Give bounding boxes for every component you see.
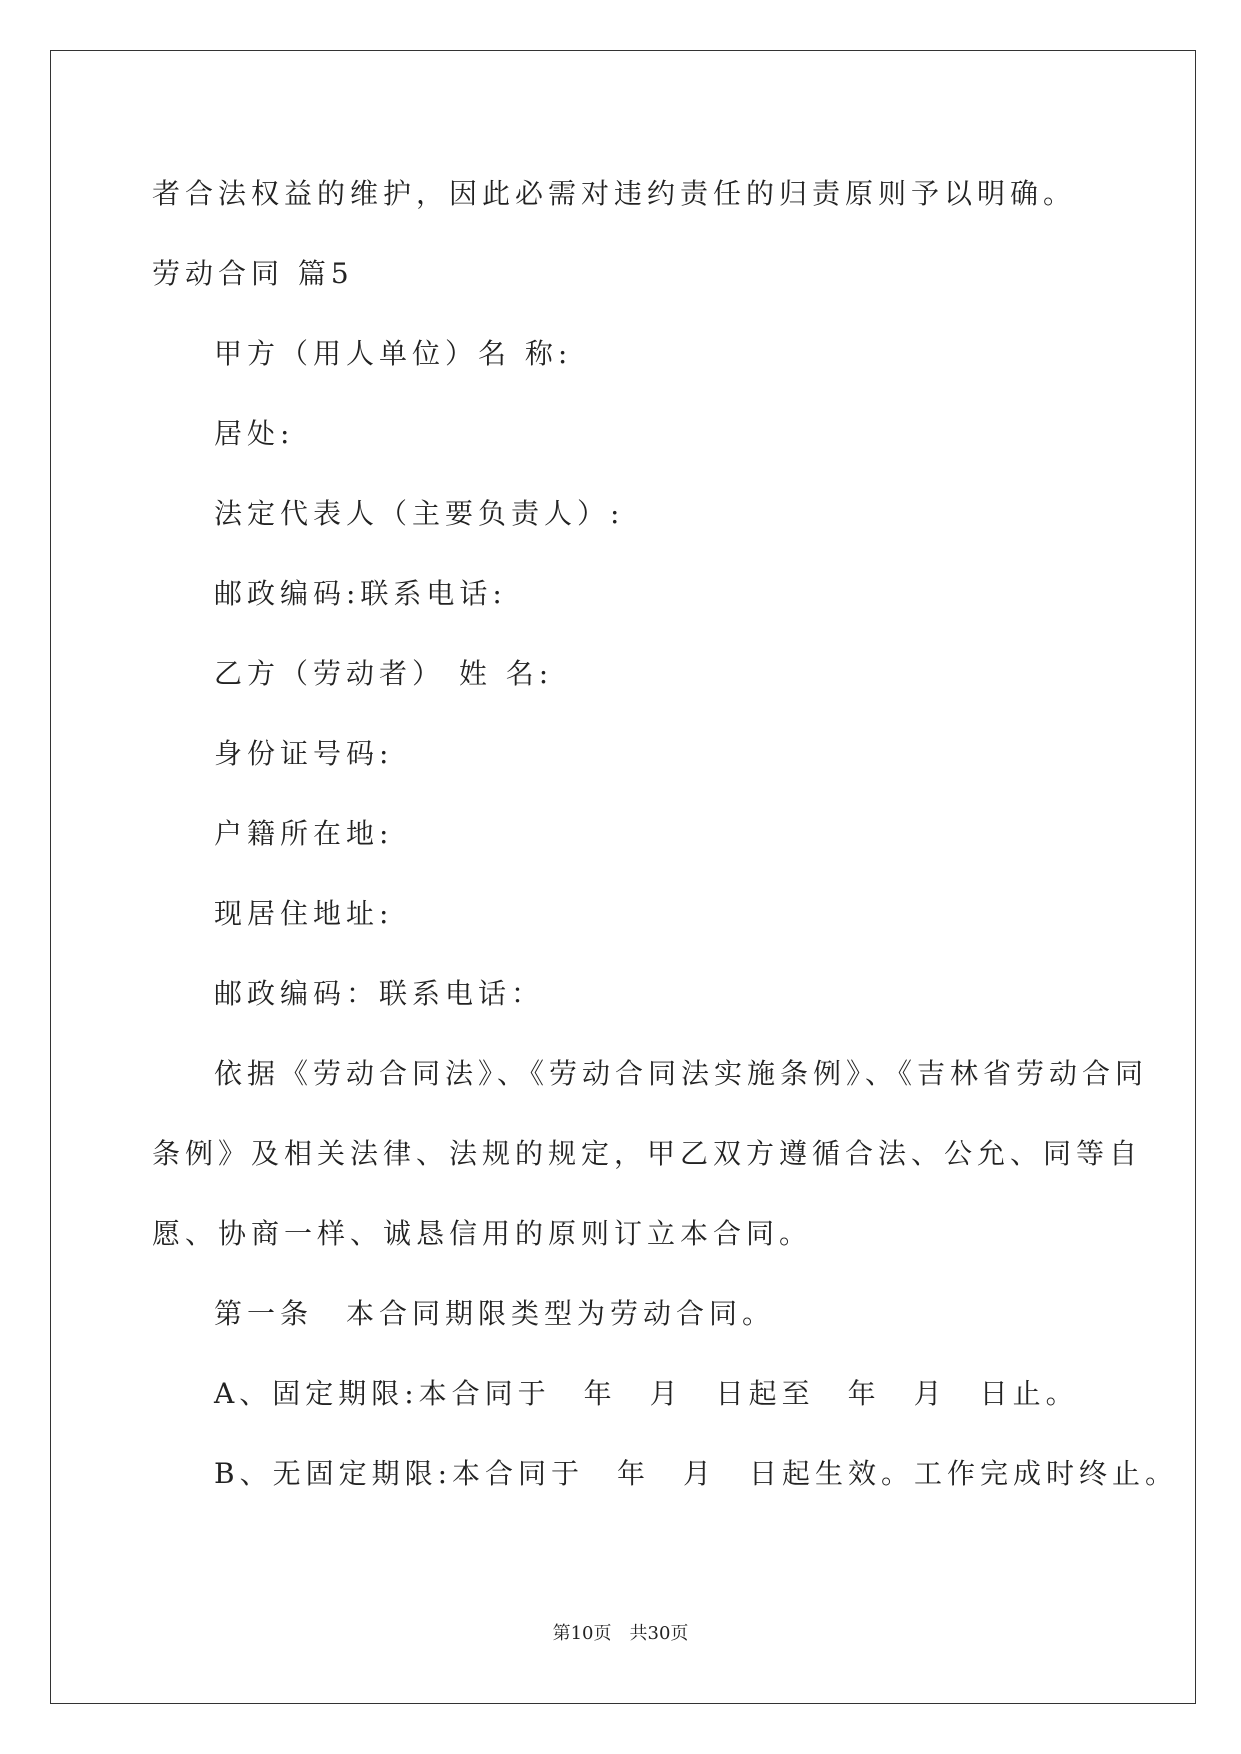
section-heading: 劳动合同 篇5 <box>152 257 354 290</box>
party-a-address-field: 居处: <box>214 417 295 450</box>
article-one: 第一条 本合同期限类型为劳动合同。 <box>214 1297 776 1330</box>
id-number-field: 身份证号码: <box>214 737 394 770</box>
paragraph-line: 愿、协商一样、诚恳信用的原则订立本合同。 <box>152 1217 813 1250</box>
paragraph-line: 依据《劳动合同法》、《劳动合同法实施条例》、《吉林省劳动合同 <box>214 1057 1149 1090</box>
party-b-name-field: 乙方（劳动者） 姓 名: <box>214 657 554 690</box>
page-number-footer <box>0 1622 1241 1646</box>
fixed-term-clause: A、固定期限:本合同于 年 月 日起至 年 月 日止。 <box>214 1377 1079 1410</box>
party-a-postcode-phone-field: 邮政编码:联系电话: <box>214 577 507 610</box>
legal-representative-field: 法定代表人（主要负责人）: <box>214 497 625 530</box>
paragraph-line: 条例》及相关法律、法规的规定，甲乙双方遵循合法、公允、同等自 <box>152 1137 1143 1170</box>
party-a-name-field: 甲方（用人单位）名 称: <box>214 337 573 370</box>
party-b-postcode-phone-field: 邮政编码：联系电话： <box>214 977 545 1010</box>
paragraph-line: 者合法权益的维护，因此必需对违约责任的归责原则予以明确。 <box>152 177 1077 210</box>
open-term-clause: B、无固定期限:本合同于 年 月 日起生效。工作完成时终止。 <box>214 1457 1179 1490</box>
household-registration-field: 户籍所在地: <box>214 817 394 850</box>
page-number-label: 第10页 共30页 <box>552 1623 689 1644</box>
current-address-field: 现居住地址: <box>214 897 394 930</box>
